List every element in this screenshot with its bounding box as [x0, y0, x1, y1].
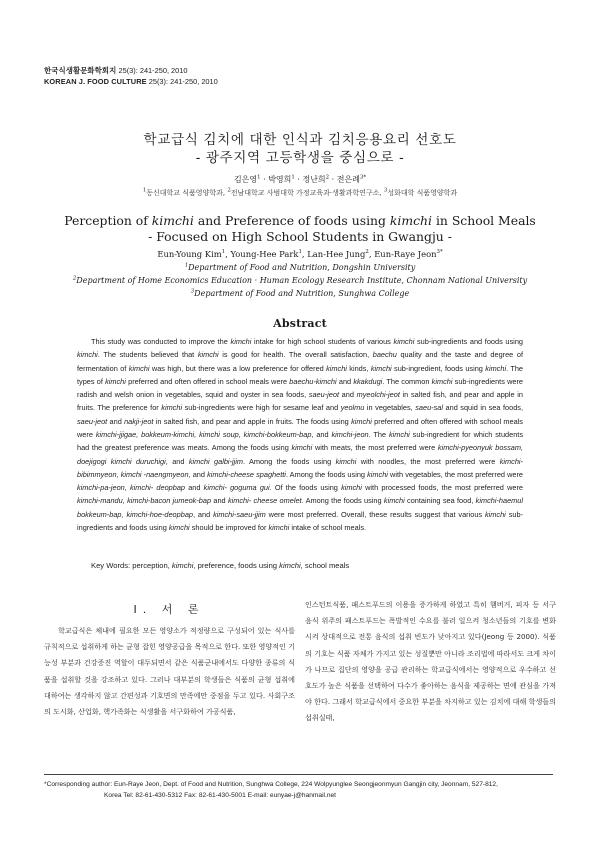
abstract-italic-term: kimchi — [230, 337, 252, 346]
abstract-text: , and — [192, 509, 214, 519]
english-author: Lan-Hee Jung$^2$ — [307, 249, 369, 259]
english-authors: Eun-Young Kim$^1$, Young-Hee Park$^1$, Lan-Hee Jung$^2$, Eun-Raye Jeon$^{3*}$ — [157, 249, 443, 259]
abstract-italic-term: kimchi-mandu, kimchi-bacon jumeok-bap — [77, 496, 212, 506]
abstract-text: with noodles, the most preferred were — [356, 456, 500, 466]
abstract-italic-term: saeu-sal — [415, 403, 443, 413]
abstract-italic-term: kimchi- cheese omelet — [227, 496, 302, 506]
abstract-italic-term: saeu-jeot — [308, 390, 339, 400]
journal-name-english: KOREAN J. FOOD CULTURE — [44, 76, 147, 86]
abstract-text: and — [339, 390, 357, 400]
english-subtitle: - Focused on High School Students in Gwangju - — [148, 229, 452, 244]
abstract-text: sub-ingredients were radish and welsh onion in vegetables, squid and oyster in sea foods, — [77, 376, 524, 400]
abstract-italic-term: kimchi — [341, 483, 362, 493]
abstract-text: , and — [188, 469, 208, 479]
abstract-text: . Among the foods using — [285, 469, 368, 479]
abstract-text: , and — [165, 456, 189, 466]
abstract-text: was high, but there was a low preference for offered — [149, 363, 327, 373]
abstract-text: sub-ingredients and foods using — [77, 509, 524, 532]
abstract-text: and squid in sea foods, — [443, 403, 523, 413]
abstract-italic-term: kimchi — [77, 350, 98, 360]
english-affiliation-2: $^2$Department of Home Economics Education · Human Ecology Research Institute, Chonnam National University — [72, 275, 528, 285]
abstract-text: were most preferred. Overall, these results suggest that various — [265, 509, 485, 519]
body-paragraph: 학교급식은 체내에 필요한 모든 영양소가 적정량으로 구성되어 있는 식사를 규칙적으로 섭취하게 하는 균형 잡힌 영양공급을 목적으로 한다. 또한 영양적인 기능성 부분과 건강증진 역할이 대두되면서 같은 식품군내에서도 다양한 종류의 식품을 섭취할 것을 강조하고 있다. 그러나 대부분의 학생들은 식품의 균형 섭취에 대하여는 생각하지 않고 간편성과 기호면의 만족에만 중점을 두고 있다. 사회구조의 도시화, 산업화, 핵가족화는 식생활을 서구화하여 가공식품, — [44, 626, 295, 717]
abstract-text: sub-ingredient for which students had the greatest preference was meats. Among the foods using — [77, 429, 523, 453]
abstract-heading: Abstract — [273, 317, 327, 330]
abstract-text: kinds, — [346, 363, 371, 373]
abstract-italic-term: kimchi-saeu-jjim — [213, 509, 266, 519]
english-author: Eun-Young Kim$^1$ — [157, 249, 226, 259]
keywords: Key Words: perception, kimchi, preference, foods using kimchi, school meals — [91, 561, 350, 570]
korean-affiliation: 동신대학교 식품영양학과, — [146, 189, 228, 197]
abstract-italic-term: baechu-kimchi — [289, 376, 337, 386]
abstract-text: and — [185, 483, 204, 493]
abstract-italic-term: kimchi — [393, 337, 415, 346]
abstract-italic-term: baechu — [372, 350, 397, 360]
abstract-italic-term: kimchi — [326, 363, 347, 373]
body-column-left — [44, 623, 295, 743]
korean-author: 김은영$^1$ — [233, 174, 261, 184]
abstract-text: intake for high school students of various — [251, 337, 394, 346]
english-affiliation-1: $^1$Department of Food and Nutrition, Dongshin University — [184, 262, 416, 272]
abstract-italic-term: kimchi-cheese spaghetti — [207, 469, 286, 479]
abstract-italic-term: kimchi — [388, 429, 410, 439]
abstract-italic-term: yeolmu — [340, 403, 365, 413]
abstract-italic-term: kimchi — [128, 363, 150, 373]
abstract-italic-term: kimchi — [105, 376, 126, 386]
journal-header — [44, 66, 218, 87]
abstract-text: quality and the taste and degree of fermentation of — [77, 350, 524, 373]
section-heading-introduction: I. 서 론 — [133, 603, 205, 616]
abstract-text: . The common — [382, 376, 432, 386]
abstract-text: in vegetables, — [364, 403, 416, 413]
abstract-italic-term: kimchi-pyeonyuk bossam, doejigogi kimchi duruchigi — [77, 443, 524, 466]
korean-affiliation: 전남대학교 사범대학 가정교육과·생활과학연구소, — [230, 189, 384, 197]
english-author: Young-Hee Park$^1$ — [230, 249, 302, 259]
abstract-italic-term: kimchi — [351, 416, 372, 426]
english-title: Perception of kimchi and Preference of foods using kimchi in School Meals — [64, 213, 536, 228]
abstract-text: with meats, the most preferred were — [312, 443, 438, 453]
abstract-text: . The types of — [77, 363, 524, 386]
abstract-italic-term: myeolchi-jeot — [356, 390, 400, 400]
abstract-text: with vegetables, the most preferred were — [387, 469, 524, 479]
abstract-text: in salted fish, and pear and apple in fruits. The foods using — [153, 416, 352, 426]
footnote-line-2: Korea Tel: 82-61-430-5312 Fax: 82-61-430-5001 E-mail: eunyae-j@hanmail.net — [104, 791, 336, 799]
journal-line-english — [44, 77, 218, 88]
abstract-text: and — [336, 376, 354, 386]
abstract-text: sub-ingredients were high for sesame leaf and — [182, 403, 341, 413]
abstract-italic-term: kimchi — [431, 376, 453, 386]
abstract-text: in salted fish, and pear and apple in fruits. The preference for — [77, 390, 523, 413]
abstract-body — [77, 335, 523, 534]
abstract-text: and — [107, 416, 125, 426]
english-author: Eun-Raye Jeon$^{3*}$ — [374, 249, 443, 259]
keywords-label: Key Words: — [91, 561, 131, 570]
abstract-italic-term: kimchi — [197, 350, 219, 360]
abstract-text: . Of the foods using — [269, 483, 342, 493]
abstract-text: sub-ingredient, foods using — [391, 363, 486, 373]
body-paragraph: 인스턴트식품, 패스트푸드의 이용을 증가하게 하였고 특히 햄버거, 피자 등 서구 음식 위주의 패스트푸드는 폭발적인 수요를 불러 일으켜 청소년들의 기호를 변화시켜 상대적으로 전통 음식의 섭취 빈도가 낮아지고 있다(Jeong 등 2000). 식품의 기호는 식품 자체가 가지고 있는 성질뿐만 아니라 조리법에 따라서도 크게 차이가 나므로 집단의 영양을 공급 관리하는 학교급식에서는 영양적으로 우수하고 선호도가 높은 식품을 선택하여 다수가 좋아하는 음식을 제공하는 면에 관심을 가져야 한다. 그래서 학교급식에서 중요한 부분을 차지하고 있는 김치에 대해 학생들의 섭취실태, — [305, 600, 556, 723]
abstract-italic-term: kimchi — [168, 522, 190, 532]
abstract-text: is good for health. The overall satisfaction, — [218, 350, 373, 360]
korean-affiliations: $^1$동신대학교 식품영양학과, $^2$전남대학교 사범대학 가정교육과·생활과학연구소, $^3$성화대학 식품영양학과 — [142, 187, 458, 197]
journal-line-korean — [44, 66, 218, 77]
abstract-text: and — [211, 496, 228, 506]
abstract-text: containing sea food, — [404, 496, 476, 506]
abstract-text: with processed foods, the most preferred were — [361, 483, 523, 493]
abstract-italic-term: saeu-jeot — [77, 416, 108, 426]
abstract-text: . The students believed that — [97, 350, 198, 360]
abstract-text: intake of school meals. — [289, 522, 367, 532]
abstract-italic-term: kimchi — [485, 363, 507, 373]
english-affiliation-3: $^3$Department of Food and Nutrition, Sunghwa College — [190, 288, 410, 298]
abstract-text: preferred and often offered in school meals were — [125, 376, 290, 386]
korean-author: 전은례$^{3*}$ — [336, 174, 367, 184]
abstract-italic-term: kimchi-pa-jeon, kimchi- deopbap — [77, 483, 186, 493]
abstract-italic-term: kimchi-jeon — [331, 429, 369, 439]
abstract-text: . Among the foods using — [243, 456, 336, 466]
footnote-divider — [44, 774, 553, 775]
abstract-text: . The — [368, 429, 389, 439]
abstract-italic-term: kimchi- bibimmyeon, kimchi -naengmyeon — [77, 456, 524, 479]
abstract-text: This study was conducted to improve the — [91, 337, 231, 346]
body-column-right — [305, 597, 556, 723]
journal-name-korean: 한국식생활문화학회지 — [44, 66, 117, 75]
abstract-italic-term: kimchi- goguma gui — [203, 483, 270, 493]
abstract-text: sub-ingredients and foods using — [414, 337, 523, 346]
abstract-italic-term: kimchi-haemul bokkeum-bap, kimchi-hoe-deopbap — [77, 496, 524, 519]
corresponding-author-footnote — [44, 780, 556, 801]
korean-authors: 김은영$^1$ · 박영희$^1$ · 정난희$^2$ · 전은례$^{3*}$ — [233, 174, 367, 184]
abstract-italic-term: kimchi — [367, 469, 388, 479]
abstract-text: . Among the foods using — [301, 496, 384, 506]
abstract-italic-term: kimchi — [485, 509, 506, 519]
abstract-italic-term: kimchi — [335, 456, 357, 466]
korean-affiliation: 성화대학 식품영양학과 — [387, 189, 458, 197]
abstract-text: , and — [311, 429, 332, 439]
abstract-italic-term: nakji-jeot — [124, 416, 154, 426]
abstract-italic-term: kimchi galbi-jjim — [188, 456, 244, 466]
journal-ref-english: 25(3): 241-250, 2010 — [148, 76, 218, 86]
abstract-italic-term: kimchi — [291, 443, 313, 453]
abstract-text: preferred and often offered with school meals were — [77, 416, 523, 439]
abstract-italic-term: kimchi-jjigae, bokkeum-kimchi, kimchi soup, kimchi-bokkeum-bap — [95, 429, 312, 439]
abstract-italic-term: kimchi — [268, 522, 290, 532]
abstract-italic-term: kkakdugi — [353, 376, 383, 386]
korean-subtitle: - 광주지역 고등학생을 중심으로 - — [195, 150, 405, 166]
journal-ref-korean: 25(3): 241-250, 2010 — [118, 66, 188, 75]
footnote-line-1: *Corresponding author: Eun-Raye Jeon, Dept. of Food and Nutrition, Sunghwa College, 224 Wolpyunglee Seongjeonmyun Gangjin city, Jeonnam, 527-812, — [44, 781, 498, 788]
abstract-italic-term: kimchi — [161, 403, 183, 413]
korean-author: 정난희$^2$ — [302, 174, 330, 184]
abstract-text: should be improved for — [189, 522, 269, 532]
abstract-italic-term: kimchi — [370, 363, 392, 373]
abstract-italic-term: kimchi — [383, 496, 405, 506]
korean-author: 박영희$^1$ — [268, 174, 295, 184]
korean-title: 학교급식 김치에 대한 인식과 김치응용요리 선호도 — [143, 132, 457, 148]
